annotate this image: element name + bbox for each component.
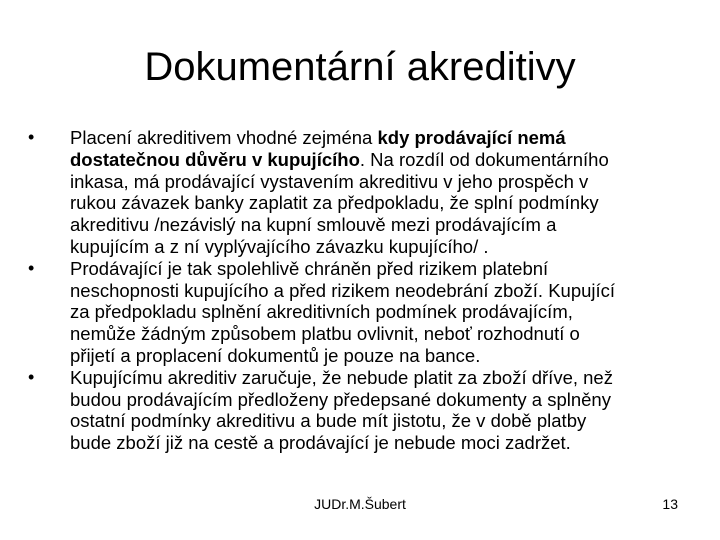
bullet-text-bold: dostatečnou důvěru v kupujícího — [70, 148, 360, 170]
bullet-text: kupujícím a z ní vyplývajícího závazku kupujícího/ . — [70, 235, 489, 257]
bullet-line — [70, 367, 678, 389]
bullet-dot-icon: • — [28, 257, 35, 278]
bullet-text: nemůže žádným způsobem platbu ovlivnit, neboť rozhodnutí o — [70, 323, 580, 345]
bullet-line — [70, 389, 678, 411]
bullet-text: za předpokladu splnění akreditivních podmínek prodávajícím, — [70, 301, 573, 323]
bullet-line — [70, 236, 678, 258]
bullet-item — [28, 367, 678, 454]
bullet-line — [70, 432, 678, 454]
bullet-text: Kupujícímu akreditiv zaručuje, že nebude platit za zboží dříve, než — [70, 366, 613, 388]
bullet-item — [28, 258, 678, 367]
footer-author: JUDr.M.Šubert — [314, 496, 406, 512]
bullet-line — [70, 301, 678, 323]
bullet-text: bude zboží již na cestě a prodávající je nebude moci zadržet. — [70, 432, 571, 454]
bullet-text: Placení akreditivem vhodné zejména — [70, 127, 378, 148]
page-number: 13 — [662, 496, 678, 512]
bullet-line — [70, 323, 678, 345]
bullet-line — [70, 345, 678, 367]
bullet-text: ostatní podmínky akreditivu a bude mít jistotu, že v době platby — [70, 410, 587, 432]
bullet-line — [70, 410, 678, 432]
bullet-text-bold: kdy prodávající nemá — [377, 127, 566, 148]
bullet-text: přijetí a proplacení dokumentů je pouze na bance. — [70, 344, 481, 366]
bullet-text: inkasa, má prodávající vystavením akreditivu v jeho prospěch v — [70, 170, 589, 192]
bullet-line — [70, 192, 678, 214]
bullet-line — [70, 127, 678, 149]
slide-title: Dokumentární akreditivy — [144, 45, 576, 89]
bullet-text: budou prodávajícím předloženy předepsané dokumenty a splněny — [70, 388, 611, 410]
bullet-line — [70, 214, 678, 236]
bullet-item — [28, 127, 678, 258]
bullet-text: akreditivu /nezávislý na kupní smlouvě mezi prodávajícím a — [70, 214, 557, 236]
bullet-text: . Na rozdíl od dokumentárního — [359, 148, 609, 170]
bullet-text: Prodávající je tak spolehlivě chráněn před rizikem platební — [70, 257, 549, 279]
bullet-list — [28, 127, 678, 454]
bullet-text: rukou závazek banky zaplatit za předpokladu, že splní podmínky — [70, 192, 599, 214]
bullet-line — [70, 171, 678, 193]
bullet-text: neschopnosti kupujícího a před rizikem neodebrání zboží. Kupující — [70, 279, 616, 301]
bullet-dot-icon: • — [28, 127, 35, 147]
bullet-dot-icon: • — [28, 366, 35, 387]
bullet-line — [70, 258, 678, 280]
bullet-line — [70, 280, 678, 302]
bullet-line — [70, 149, 678, 171]
